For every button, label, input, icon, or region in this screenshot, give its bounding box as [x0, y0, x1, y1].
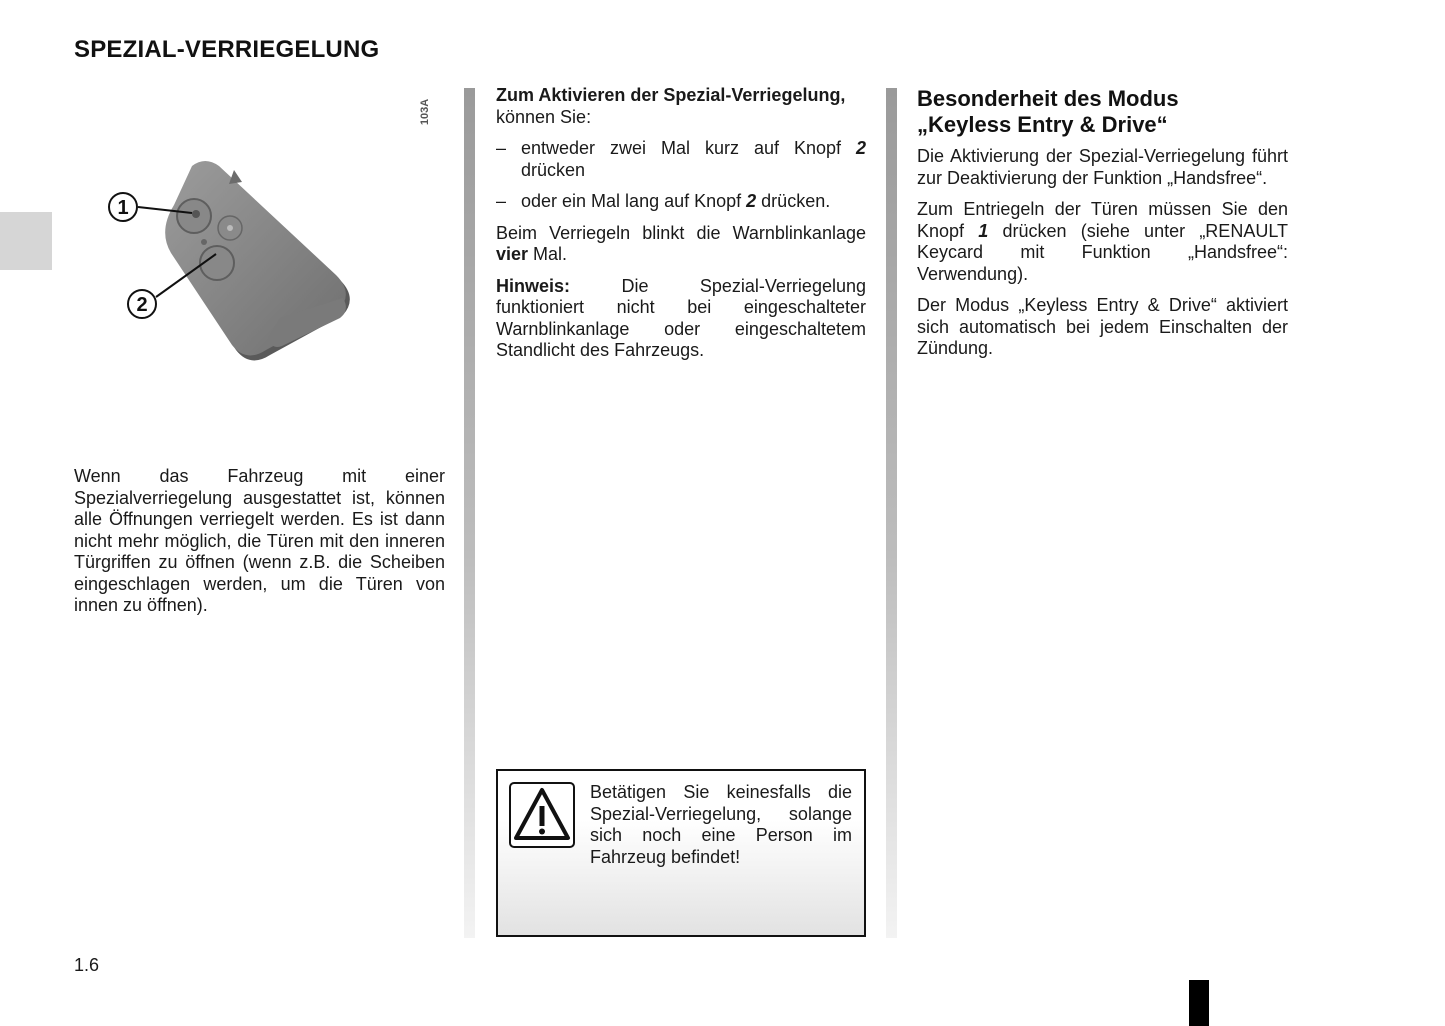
warning-text: Betätigen Sie keinesfalls die Spezial-Verriegelung, solange sich noch eine Person im Fahrzeug befindet!	[590, 782, 852, 867]
keycard-body	[165, 161, 350, 360]
callout-1-label: 1	[117, 197, 129, 219]
keyless-section	[917, 86, 1288, 360]
figure-code: 103A	[419, 98, 432, 126]
warning-box	[496, 769, 866, 937]
activation-intro: Zum Aktivieren der Spezial-Verriegelung, können Sie:	[496, 85, 846, 127]
list-item: – entweder zwei Mal kurz auf Knopf 2 drücken	[496, 138, 866, 180]
callout-2-label: 2	[136, 294, 148, 316]
list-item: – oder ein Mal lang auf Knopf 2 drücken.	[496, 191, 831, 211]
intro-paragraph: Wenn das Fahrzeug mit einer Spezialverriegelung ausgestattet ist, können alle Öffnungen verriegelt werden. Es ist dann nicht mehr möglich, die Türen mit den inneren Türgriffen zu öffnen (wenn z.B. die Scheiben eingeschlagen werden, um die Türen von innen zu öffnen).	[74, 466, 445, 615]
keyless-paragraph-1: Die Aktivierung der Spezial-Verriegelung führt zur Deaktivierung der Funktion „Handsfree“.	[917, 146, 1288, 188]
warning-icon	[509, 782, 575, 848]
keyless-paragraph-2: Zum Entriegeln der Türen müssen Sie den Knopf 1 drücken (siehe unter „RENAULT Keycard mit Funktion „Handsfree“: Verwendung).	[917, 199, 1288, 284]
keycard-illustration	[100, 150, 380, 380]
keyless-heading: Besonderheit des Modus „Keyless Entry & Drive“	[917, 86, 1179, 137]
keyless-paragraph-3: Der Modus „Keyless Entry & Drive“ aktiviert sich automatisch bei jedem Einschalten der Zündung.	[917, 295, 1288, 358]
activation-section	[496, 85, 866, 362]
column-divider-1	[464, 88, 475, 938]
section-tab	[0, 212, 52, 270]
page-title: SPEZIAL-VERRIEGELUNG	[74, 36, 380, 63]
column-divider-2	[886, 88, 897, 938]
blink-paragraph: Beim Verriegeln blinkt die Warnblinkanlage vier Mal.	[496, 222, 866, 264]
edge-marker	[1189, 980, 1209, 1026]
note-paragraph: Hinweis: Die Spezial-Verriegelung funktioniert nicht bei eingeschalteter Warnblinkanlage oder eingeschaltetem Standlicht des Fahrzeugs.	[496, 275, 866, 360]
page-number: 1.6	[74, 955, 100, 975]
